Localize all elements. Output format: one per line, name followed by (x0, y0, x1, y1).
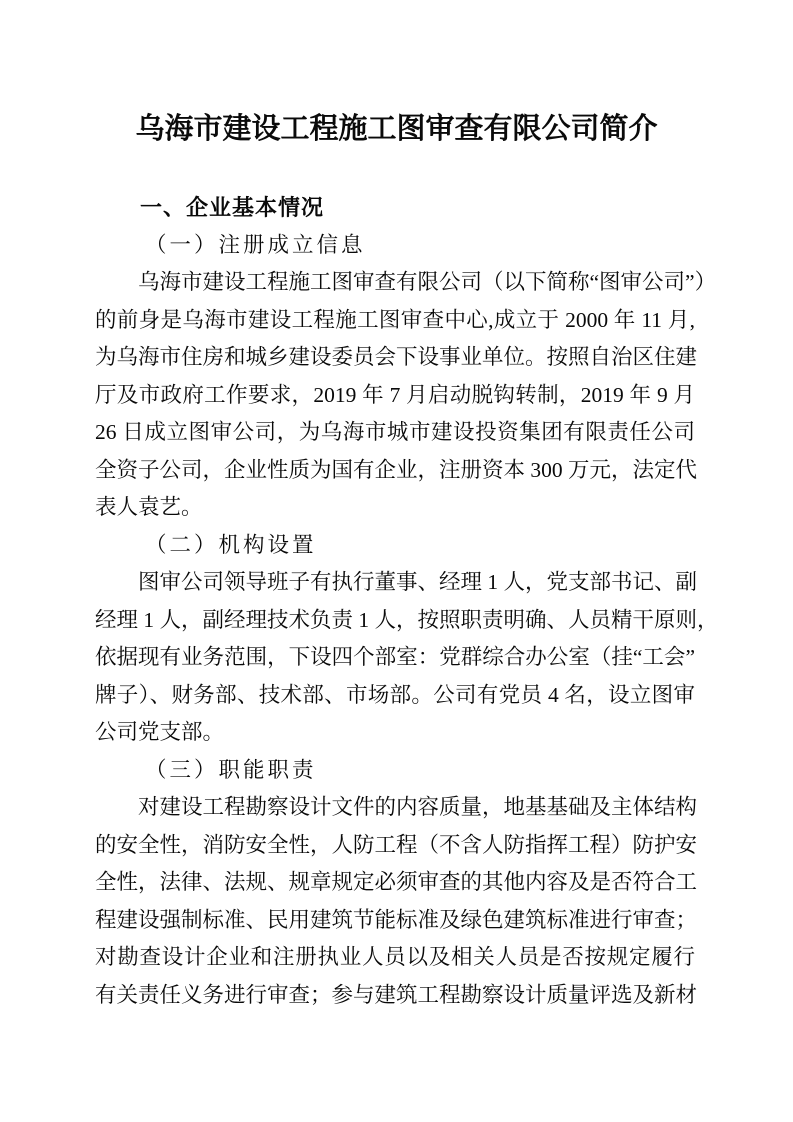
subsection-heading-3: （三）职能职责 (145, 757, 317, 782)
paragraph-line: 厅及市政府工作要求，2019 年 7 月启动脱钩转制，2019 年 9 月 (95, 382, 695, 407)
paragraph-line: 全性，法律、法规、规章规定必须审查的其他内容及是否符合工 (95, 870, 698, 894)
document-title: 乌海市建设工程施工图审查有限公司简介 (135, 113, 658, 145)
paragraph-line: 经理 1 人，副经理技术负责 1 人，按照职责明确、人员精干原则， (95, 607, 719, 632)
paragraph-line: 牌子）、财务部、技术部、市场部。公司有党员 4 名，设立图审 (95, 682, 695, 707)
paragraph-registration-info (95, 264, 717, 527)
paragraph-line: 对勘查设计企业和注册执业人员以及相关人员是否按规定履行 (95, 945, 695, 969)
paragraph-duties (95, 789, 698, 1014)
paragraph-org-structure (95, 564, 719, 752)
paragraph-line: 为乌海市住房和城乡建设委员会下设事业单位。按照自治区住建 (95, 345, 698, 369)
paragraph-line: 对建设工程勘察设计文件的内容质量，地基基础及主体结构 (138, 795, 698, 819)
subsection-heading-2: （二）机构设置 (145, 532, 317, 557)
paragraph-line: 公司党支部。 (95, 720, 225, 744)
paragraph-line: 表人袁艺。 (95, 495, 203, 519)
paragraph-line: 有关责任义务进行审查；参与建筑工程勘察设计质量评选及新材 (95, 982, 698, 1007)
paragraph-line: 的前身是乌海市建设工程施工图审查中心,成立于 2000 年 11 月, (95, 307, 695, 332)
paragraph-line: 的安全性，消防安全性，人防工程（不含人防指挥工程）防护安 (95, 832, 698, 857)
paragraph-line: 乌海市建设工程施工图审查有限公司（以下简称“图审公司”） (138, 270, 717, 294)
paragraph-line: 全资子公司，企业性质为国有企业，注册资本 300 万元，法定代 (95, 457, 698, 482)
paragraph-line: 依据现有业务范围，下设四个部室：党群综合办公室（挂“工会” (95, 645, 695, 669)
document-body (95, 189, 719, 1014)
subsection-heading-1: （一）注册成立信息 (145, 232, 366, 257)
paragraph-line: 图审公司领导班子有执行董事、经理 1 人，党支部书记、副 (138, 570, 698, 594)
paragraph-line: 26 日成立图审公司，为乌海市城市建设投资集团有限责任公司 (95, 420, 695, 444)
section-heading: 一、企业基本情况 (140, 195, 325, 220)
paragraph-line: 程建设强制标准、民用建筑节能标准及绿色建筑标准进行审查； (95, 907, 698, 932)
